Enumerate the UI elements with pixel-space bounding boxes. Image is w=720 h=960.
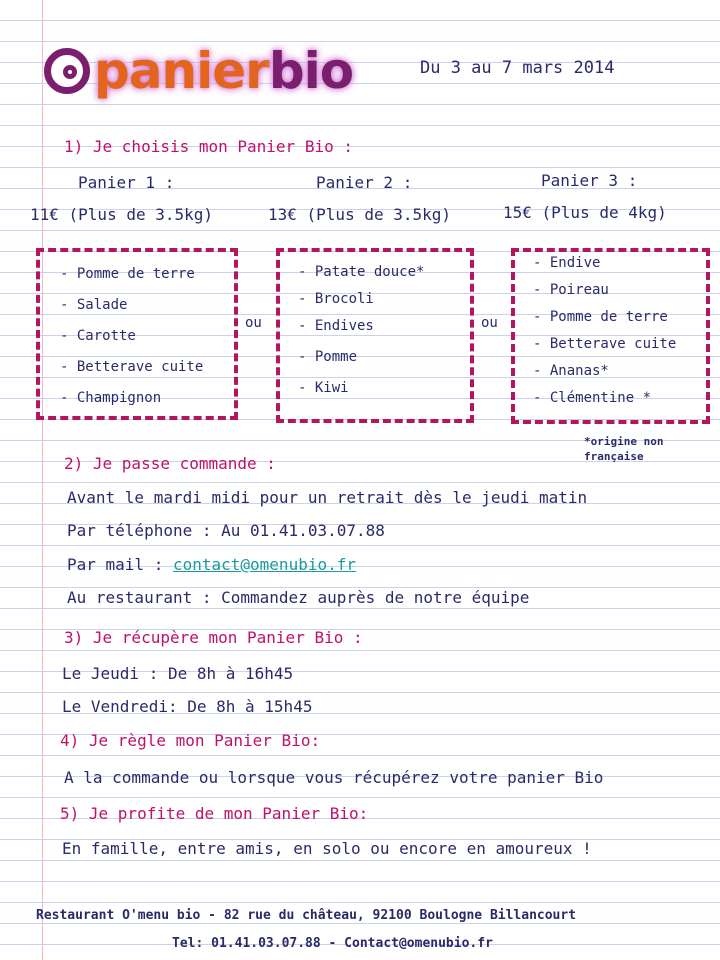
order-by-phone: Par téléphone : Au 01.41.03.07.88 (67, 521, 385, 540)
basket1-box (36, 248, 238, 420)
basket3-item: - Clémentine * (533, 390, 652, 406)
basket3-item: - Endive (533, 255, 601, 271)
basket2-price: 13€ (Plus de 3.5kg) (268, 205, 452, 224)
basket2-item: - Brocoli (298, 291, 374, 307)
basket3-item: - Ananas* (533, 363, 609, 379)
pickup-thursday: Le Jeudi : De 8h à 16h45 (62, 664, 294, 683)
payment-info: A la commande ou lorsque vous récupérez votre panier Bio (64, 768, 604, 787)
enjoy-info: En famille, entre amis, en solo ou encore en amoureux ! (62, 839, 592, 858)
basket1-name: Panier 1 : (78, 173, 175, 192)
origin-note: *origine non française (584, 435, 664, 463)
basket1-price: 11€ (Plus de 3.5kg) (30, 205, 214, 224)
or-label-2: ou (481, 315, 498, 331)
order-at-restaurant: Au restaurant : Commandez auprès de notre équipe (67, 588, 530, 607)
notebook-margin-line (42, 0, 43, 960)
panierbio-logo (44, 40, 353, 102)
basket1-item: - Betterave cuite (60, 359, 204, 375)
mail-label: Par mail : (67, 555, 164, 574)
basket3-item: - Betterave cuite (533, 336, 677, 352)
basket3-box (511, 248, 710, 424)
basket1-item: - Salade (60, 297, 128, 313)
step2-title: 2) Je passe commande : (64, 454, 276, 473)
footer-contact: Tel: 01.41.03.07.88 - Contact@omenubio.fr (172, 936, 493, 951)
step4-title: 4) Je règle mon Panier Bio: (60, 731, 321, 750)
logo-o-icon (44, 48, 90, 94)
logo-wordmark: panierbio (94, 42, 354, 100)
basket3-price: 15€ (Plus de 4kg) (503, 203, 667, 222)
basket1-item: - Carotte (60, 328, 136, 344)
basket3-item: - Pomme de terre (533, 309, 668, 325)
basket2-item: - Endives (298, 318, 374, 334)
basket2-box (276, 248, 474, 423)
order-deadline: Avant le mardi midi pour un retrait dès le jeudi matin (67, 488, 588, 507)
order-by-mail (67, 555, 356, 574)
basket2-name: Panier 2 : (316, 173, 413, 192)
footer-address: Restaurant O'menu bio - 82 rue du château, 92100 Boulogne Billancourt (36, 908, 577, 923)
step3-title: 3) Je récupère mon Panier Bio : (64, 628, 363, 647)
basket2-item: - Pomme (298, 349, 358, 365)
or-label-1: ou (245, 315, 262, 331)
basket2-item: - Patate douce* (298, 264, 425, 280)
date-range: Du 3 au 7 mars 2014 (420, 58, 615, 78)
basket1-item: - Champignon (60, 390, 162, 406)
basket3-name: Panier 3 : (541, 171, 638, 190)
step1-title: 1) Je choisis mon Panier Bio : (64, 137, 353, 156)
step5-title: 5) Je profite de mon Panier Bio: (60, 804, 369, 823)
contact-email-link[interactable]: contact@omenubio.fr (172, 555, 356, 574)
basket2-item: - Kiwi (298, 380, 349, 396)
basket1-item: - Pomme de terre (60, 266, 195, 282)
pickup-friday: Le Vendredi: De 8h à 15h45 (62, 697, 313, 716)
basket3-item: - Poireau (533, 282, 609, 298)
